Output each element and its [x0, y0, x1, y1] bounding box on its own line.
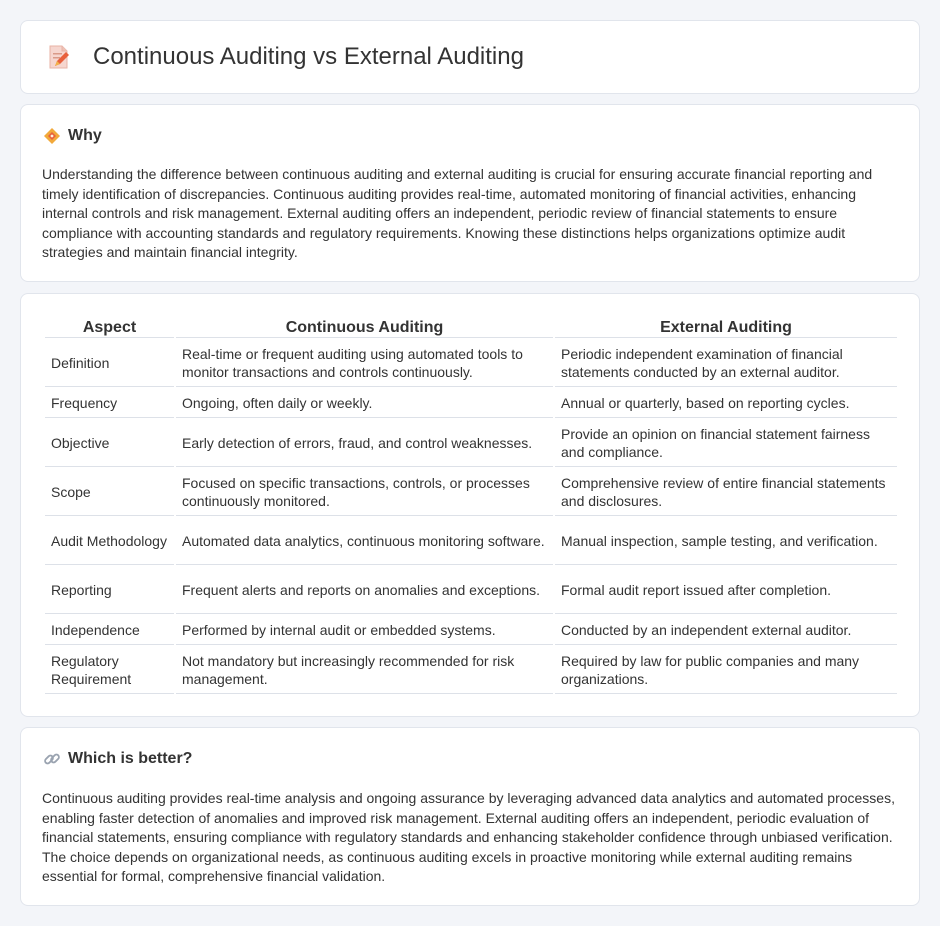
table-row [45, 616, 897, 645]
header-card [20, 20, 920, 94]
column-header-continuous: Continuous Auditing [176, 318, 553, 338]
external-cell: Required by law for public companies and many organizations. [555, 647, 897, 694]
comparison-table [43, 316, 899, 696]
external-cell: Comprehensive review of entire financial statements and disclosures. [555, 469, 897, 516]
continuous-cell: Real-time or frequent auditing using automated tools to monitor transactions and controls continuously. [176, 340, 553, 387]
aspect-cell: Scope [45, 469, 174, 516]
document-edit-icon [47, 44, 71, 70]
column-header-aspect: Aspect [45, 318, 174, 338]
diamond-warning-icon [43, 127, 61, 145]
aspect-cell: Reporting [45, 567, 174, 614]
continuous-cell: Not mandatory but increasingly recommended for risk management. [176, 647, 553, 694]
continuous-cell: Early detection of errors, fraud, and control weaknesses. [176, 420, 553, 467]
continuous-cell: Performed by internal audit or embedded systems. [176, 616, 553, 645]
title-row [47, 43, 524, 71]
table-row [45, 567, 897, 614]
table-row [45, 389, 897, 418]
table-row [45, 420, 897, 467]
aspect-cell: Independence [45, 616, 174, 645]
aspect-cell: Frequency [45, 389, 174, 418]
why-heading [43, 127, 102, 145]
external-cell: Formal audit report issued after completion. [555, 567, 897, 614]
which-is-better-section [20, 727, 920, 906]
table-header-row [45, 318, 897, 338]
external-cell: Provide an opinion on financial statement fairness and compliance. [555, 420, 897, 467]
why-title: Why [68, 127, 102, 144]
aspect-cell: Objective [45, 420, 174, 467]
link-icon [43, 750, 61, 768]
continuous-cell: Automated data analytics, continuous monitoring software. [176, 518, 553, 565]
continuous-cell: Focused on specific transactions, controls, or processes continuously monitored. [176, 469, 553, 516]
aspect-cell: Audit Methodology [45, 518, 174, 565]
comparison-section [20, 293, 920, 717]
better-heading [43, 750, 192, 768]
external-cell: Conducted by an independent external auditor. [555, 616, 897, 645]
continuous-cell: Frequent alerts and reports on anomalies and exceptions. [176, 567, 553, 614]
aspect-cell: Regulatory Requirement [45, 647, 174, 694]
better-title: Which is better? [68, 750, 193, 767]
why-body: Understanding the difference between continuous auditing and external auditing is crucial for ensuring accurate financial reporting and timely identification of discrepancies. Continuous auditing provides real-time, automated monitoring of financial activities, enhancing internal controls and risk management. External auditing offers an independent, periodic review of financial statements to ensure compliance with accounting standards and regulatory requirements. Knowing these distinctions helps organizations optimize audit strategies and maintain financial integrity. [42, 166, 873, 260]
table-row [45, 469, 897, 516]
page-title: Continuous Auditing vs External Auditing [93, 43, 524, 70]
table-row [45, 340, 897, 387]
better-body: Continuous auditing provides real-time analysis and ongoing assurance by leveraging advanced data analytics and automated processes, enabling faster detection of anomalies and improved risk management. External auditing offers an independent, periodic evaluation of financial statements, ensuring compliance with regulatory standards and enhancing stakeholder confidence through unbiased verification. The choice depends on organizational needs, as continuous auditing excels in proactive monitoring while external auditing remains essential for formal, comprehensive financial validation. [42, 790, 895, 884]
why-section [20, 104, 920, 282]
external-cell: Annual or quarterly, based on reporting cycles. [555, 389, 897, 418]
column-header-external: External Auditing [555, 318, 897, 338]
aspect-cell: Definition [45, 340, 174, 387]
table-row [45, 647, 897, 694]
external-cell: Manual inspection, sample testing, and verification. [555, 518, 897, 565]
continuous-cell: Ongoing, often daily or weekly. [176, 389, 553, 418]
external-cell: Periodic independent examination of financial statements conducted by an external auditor. [555, 340, 897, 387]
table-row [45, 518, 897, 565]
